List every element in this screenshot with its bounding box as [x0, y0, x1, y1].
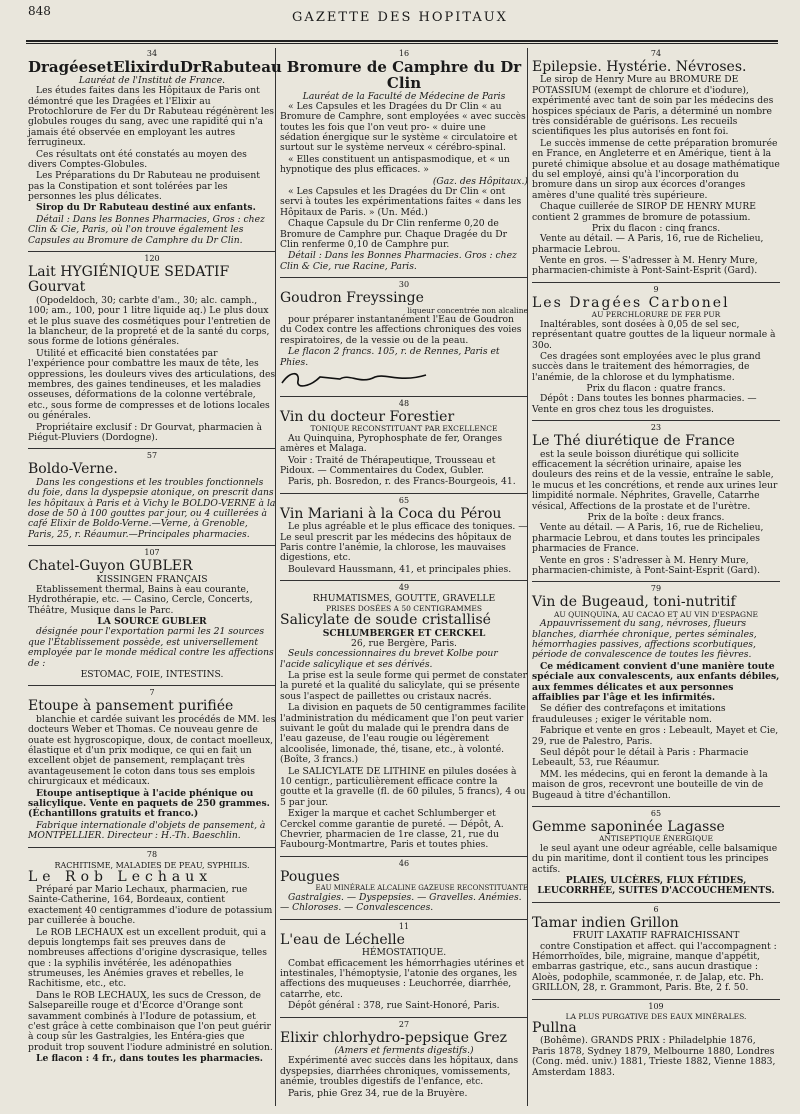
ad-text: « Les Capsules et les Dragées du Dr Clin « ont servi à toutes les expérimentations faites « dans les Hôpitaux de Paris. » (Un. Méd.)	[280, 186, 522, 218]
ad-number: 48	[398, 399, 410, 409]
ad-subtitle: Lauréat de l'Institut de France.	[78, 74, 226, 86]
ad-mariani	[280, 496, 528, 575]
ad-text: Au Quinquina, Pyrophosphate de fer, Oranges amères et Malaga.	[280, 432, 503, 455]
ad-text: Préparé par Mario Lechaux, pharmacien, rue Sainte-Catherine, 164, Bordeaux, contient exactement 40 centigrammes d'iodure de potassium par cuillerée à bouche.	[28, 883, 273, 927]
ad-number: 65	[650, 808, 662, 818]
ad-number: 9	[653, 284, 659, 294]
ad-title: Le Rob Lechaux	[28, 868, 213, 885]
ad-text: (Gaz. des Hôpitaux.)	[432, 175, 528, 187]
ad-text: le seul ayant une odeur agréable, celle balsamique du pin maritime, dont il contient tous les principes actifs.	[532, 842, 778, 875]
ad-text: Le flacon : 4 fr., dans toutes les pharmacies.	[36, 1053, 263, 1065]
ad-title: Lait HYGIÉNIQUE SEDATIF Gourvat	[28, 264, 230, 296]
divider	[28, 685, 276, 686]
ad-heading: PRISES DOSÉES A 50 CENTIGRAMMES	[325, 603, 483, 613]
ad-number: 49	[398, 583, 410, 593]
divider	[28, 847, 276, 848]
ad-title: Pullna	[532, 1020, 577, 1036]
ad-text: Prix du flacon : cinq francs.	[591, 222, 721, 234]
ad-text: Sirop du Dr Rabuteau destiné aux enfants.	[36, 202, 256, 214]
ad-number: 46	[398, 858, 410, 868]
ad-subtitle: AU PERCHLORURE DE FER PUR	[591, 310, 721, 320]
ad-salicylate	[280, 583, 528, 850]
ad-goudron	[280, 280, 528, 391]
ad-text: Ces dragées sont employées avec le plus grand succès dans le traitement des hémorragies, de l'anémie, de la chlorose et du lymphatisme.	[532, 350, 761, 383]
ad-text: ESTOMAC, FOIE, INTESTINS.	[80, 669, 224, 681]
ad-text: (Opodeldoch, 30; carbte d'am., 30; alc. camph., 100; am., 100, pour 1 litre liquide aq.) Le plus doux et le plus suave des cosmétiques pour l'entretien de la blancheur, de la propreté et de la santé du corps, sous forme de lotions générales.	[28, 294, 271, 348]
ad-text: LA SOURCE GUBLER	[97, 616, 207, 628]
divider	[532, 902, 780, 903]
ad-number: 78	[146, 849, 158, 859]
ad-text: Prix du flacon : quatre francs.	[586, 383, 726, 395]
ad-text: désignée pour l'exportation parmi les 21 sources que l'Établissement possède, est universellement employée par le monde médical contre les affections de :	[28, 626, 274, 669]
ad-text: Ce médicament convient d'une manière toute spéciale aux convalescents, aux enfants débiles, aux femmes délicates et aux personnes affaiblies par l'âge et les infirmités.	[532, 660, 780, 703]
ad-title: Vin de Bugeaud, toni-nutritif	[532, 594, 736, 611]
ad-text: Les études faites dans les Hôpitaux de Paris ont démontré que les Dragées et l'Elixir au Protochlorure de Fer du Dr Rabuteau régénèrent les globules rouges du sang, avec une rapidité qui n'a jamais été observée en employant les autres ferrugineux.	[28, 85, 274, 149]
ad-number: 57	[146, 451, 158, 461]
ad-text: contre Constipation et affect. qui l'accompagnent : Hémorrhoïdes, bile, migraine, manque d'appétit, embarras gastrique, etc., sans aucun drastique : Aloès, podophile, scammonée, r. de Jalap, etc. Ph. GRILLON, 28, r. Grammont, Paris. Bte, 2 f. 50.	[532, 940, 777, 994]
ad-text: Vente en gros : S'adresser à M. Henry Mure, pharmacien-chimiste, à Pont-Saint-Esprit (Gard).	[532, 554, 761, 576]
divider	[280, 493, 528, 494]
ad-grez	[280, 1020, 528, 1099]
ad-title: Le Thé diurétique de France	[532, 433, 735, 450]
ad-number: 6	[653, 904, 659, 914]
ad-text: Détail : Dans les Bonnes Pharmacies, Gros : chez Clin & Cie, Paris, où l'on trouve également les Capsules au Bromure de Camphre du Dr Clin.	[28, 213, 265, 246]
ad-title: Epilepsie. Hystérie. Névroses.	[532, 59, 747, 76]
ad-text: Dans les congestions et les troubles fonctionnels du foie, dans la dyspepsie atonique, on prescrit dans les hôpitaux à Paris et à Vichy le BOLDO-VERNE à la dose de 50 à 100 gouttes par jour, ou 4 cuillerées à café Elixir de Boldo-Verne.—Verne, à Grenoble, Paris, 25, r. Réaumur.—Principales pharmacies.	[28, 476, 276, 540]
ad-text: Boulevard Haussmann, 41, et principales phies.	[288, 563, 512, 575]
page-header	[0, 0, 800, 34]
ad-number: 109	[648, 1001, 664, 1011]
ad-title: Vin Mariani à la Coca du Pérou	[280, 505, 502, 522]
ad-text: Seuls concessionnaires du brevet Kolbe pour l'acide salicylique et ses dérivés.	[280, 648, 498, 670]
ad-number: 74	[650, 49, 662, 58]
ad-subtitle: AU QUINQUINA, AU CACAO ET AU VIN D'ESPAGNE	[553, 609, 759, 619]
ad-text: Propriétaire exclusif : Dr Gourvat, pharmacien à Piégut-Pluviers (Dordogne).	[28, 421, 262, 443]
ad-text: PLAIES, ULCÈRES, FLUX FÉTIDES, LEUCORRHÉE, SUITES D'ACCOUCHEMENTS.	[537, 874, 775, 897]
ad-text: Vente en gros. — S'adresser à M. Henry Mure, pharmacien-chimiste à Pont-Saint-Esprit (Gard).	[532, 255, 758, 277]
ad-text: blanchie et cardée suivant les procédés de MM. les docteurs Weber et Thomas. Ce nouveau genre de ouate est hygroscopique, doux, de contact moelleux, élastique et d'un prix modique, ce qui en fait un excellent objet de pansement, remplaçant très avantageusement le coton dans tous ses emplois chirurgicaux et médicaux.	[28, 713, 276, 788]
ad-etoupe	[28, 688, 276, 841]
ad-title: Pougues	[280, 868, 340, 885]
ad-text: Fabrique et vente en gros : Lebeault, Mayet et Cie, 29, rue de Palestro, Paris.	[532, 725, 779, 747]
ad-text: Le SALICYLATE DE LITHINE en pilules dosées à 10 centigr., particulièrement efficace contre la goutte et la gravelle (fl. de 60 pilules, 5 francs), 4 ou 5 par jour.	[280, 765, 526, 808]
signature	[280, 369, 430, 391]
ad-subtitle: SCHLUMBERGER ET CERCKEL	[322, 627, 486, 639]
divider	[280, 396, 528, 397]
journal-title: GAZETTE DES HOPITAUX	[292, 10, 508, 25]
ad-title: Chatel-Guyon GUBLER	[28, 558, 193, 575]
ad-text: Le succès immense de cette préparation bromurée en France, en Angleterre et en Amérique, tient à la pureté chimique absolue et au dosage mathématique du sel employé, ainsi qu'à l'incorporation du bromure dans un sirop aux écorces d'oranges amères d'une qualité très supérieure.	[532, 137, 780, 201]
ad-number: 120	[144, 254, 160, 264]
ad-lechelle	[280, 922, 528, 1012]
divider	[28, 545, 276, 546]
ad-subtitle: HÉMOSTATIQUE.	[361, 947, 447, 959]
ad-text: Appauvrissement du sang, névroses, flueurs blanches, diarrhée chronique, pertes séminales, hémorrhagies passives, affections scorbutiques, période de convalescence de toutes les fièvres.	[532, 618, 757, 661]
divider	[532, 420, 780, 421]
ad-subtitle: Lauréat de la Faculté de Médecine de Paris	[302, 90, 506, 102]
ad-text: Fabrique internationale d'objets de pansement, à MONTPELLIER. Directeur : H.-Th. Baeschlin.	[28, 819, 266, 842]
ad-rabuteau	[28, 49, 282, 246]
ad-text: Détail : Dans les Bonnes Pharmacies. Gros : chez Clin & Cie, rue Racine, Paris.	[280, 250, 517, 272]
top-rule-thin	[26, 43, 778, 44]
ad-text: Chaque Capsule du Dr Clin renferme 0,20 de Bromure de Camphre pur. Chaque Dragée du Dr Clin renferme 0,10 de Camphre pur.	[280, 218, 508, 250]
ad-tag: EAU MINÉRALE ALCALINE GAZEUSE RECONSTITUANTE	[315, 884, 528, 893]
ad-text: La prise est la seule forme qui permet de constater la pureté et la qualité du salicylate, qui se présente sous l'aspect de paillettes ou cristaux nacrés.	[280, 670, 528, 702]
ad-pullna	[532, 1002, 780, 1078]
ad-boldo	[28, 451, 276, 540]
ad-bromure-camphre	[280, 49, 528, 272]
ad-text: La division en paquets de 50 centigrammes facilite l'administration du médicament que l'on peut varier suivant le goût du malade qui le prendra dans de l'eau gazeuse, de l'eau rougie ou légèrement alcoolisée, limonade, thé, tisane, etc., à volonté. (Boîte, 3 francs.)	[280, 702, 526, 766]
page-number: 848	[28, 4, 51, 18]
ad-subtitle: (Amers et ferments digestifs.)	[334, 1045, 474, 1057]
ad-text: Exiger la marque et cachet Schlumberger et Cerckel comme garantie de pureté. — Dépôt, A. Chevrier, pharmacien de 1re classe, 21, rue du Faubourg-Montmartre, Paris et toutes phies.	[280, 808, 504, 851]
ad-grillon	[532, 905, 780, 994]
ad-tag: liqueur concentrée non alcaline	[407, 305, 528, 315]
ad-number: 34	[146, 49, 158, 58]
ad-number: 23	[650, 423, 662, 433]
ad-subtitle: FRUIT LAXATIF RAFRAICHISSANT	[572, 930, 740, 942]
ad-chatel-guyon	[28, 548, 276, 680]
ad-text: Le plus agréable et le plus efficace des toniques. — Le seul prescrit par les médecins des hôpitaux de Paris contre l'anémie, la chlorose, les mauvaises digestions, etc.	[280, 521, 528, 564]
ad-text: Paris, ph. Bosredon, r. des Francs-Bourgeois, 41.	[288, 476, 516, 488]
ad-text: Ces résultats ont été constatés au moyen des divers Comptes-Globules.	[28, 148, 247, 170]
divider	[532, 581, 780, 582]
ad-subtitle: 26, rue Bergère, Paris.	[351, 637, 457, 649]
ad-carbonel	[532, 285, 780, 415]
ad-rob-lechaux	[28, 850, 276, 1065]
ad-gourvat	[28, 254, 276, 443]
ad-title: Vin du docteur Forestier	[280, 409, 455, 426]
divider	[280, 277, 528, 278]
ad-heading: RACHITISME, MALADIES DE PEAU, SYPHILIS.	[54, 860, 250, 870]
ad-henry-mure	[532, 49, 780, 277]
ad-subtitle: ANTISEPTIQUE ÉNERGIQUE	[599, 834, 713, 844]
ad-text: (Bohême). GRANDS PRIX : Philadelphie 1876, Paris 1878, Sydney 1879, Melbourne 1880, Londres (Cong. méd. univ.) 1881, Trieste 1882, Vienne 1883, Amsterdam 1883.	[532, 1035, 776, 1078]
ad-subtitle: TONIQUE RECONSTITUANT PAR EXCELLENCE	[310, 424, 498, 434]
ad-title: Etoupe à pansement purifiée	[28, 698, 234, 715]
ad-title: Salicylate de soude cristallisé	[280, 612, 491, 629]
ad-the-diuretique	[532, 423, 780, 576]
divider	[280, 919, 528, 920]
divider	[28, 251, 276, 252]
ad-text: Paris, phie Grez 34, rue de la Bruyère.	[288, 1087, 468, 1099]
ad-text: « Les Capsules et les Dragées du Dr Clin « au Bromure de Camphre, sont employées « avec succès toutes les fois que l'on veut pro- « duire une sédation énergique sur le système « circulatoire et surtout sur le système nerveux « cérébro-spinal.	[280, 100, 526, 154]
ad-heading: RHUMATISMES, GOUTTE, GRAVELLE	[312, 593, 496, 605]
ad-text: Etoupe antiseptique à l'acide phénique ou salicylique. Vente en paquets de 250 grammes. (Échantillons gratuits et franco.)	[28, 787, 270, 820]
ad-number: 7	[149, 688, 155, 698]
ad-title: Bromure de Camphre du Dr Clin	[286, 58, 522, 92]
ad-title: Elixir chlorhydro-pepsique Grez	[280, 1029, 508, 1046]
ad-text: Voir : Traité de Thérapeutique, Trousseau et Pidoux. — Commentaires du Codex, Gubler.	[280, 454, 496, 477]
ad-lagasse	[532, 809, 780, 897]
ad-text: Le flacon 2 francs. 105, r. de Rennes, Paris et Phies.	[280, 346, 500, 368]
ad-text: Vente au détail. — A Paris, 16, rue de Richelieu, pharmacie Lebrou, et dans toutes les principales pharmacies de France.	[532, 522, 764, 555]
ad-number: 16	[398, 49, 410, 58]
ad-text: Etablissement thermal, Bains à eau courante, Hydrothérapie, etc. — Casino, Cercle, Concerts, Théâtre, Musique dans le Parc.	[28, 583, 253, 616]
ad-text: Gastralgies. — Dyspepsies. — Gravelles. Anémies. — Chloroses. — Convalescences.	[280, 892, 522, 914]
ad-number: 79	[650, 584, 662, 594]
ad-text: Expérimenté avec succès dans les hôpitaux, dans dyspepsies, diarrhées chroniques, vomissements, anémie, troubles digestifs de l'enfance, etc.	[280, 1055, 519, 1088]
ad-text: Le ROB LECHAUX est un excellent produit, qui a depuis longtemps fait ses preuves dans de nombreuses affections d'origine dyscrasique, telles que : la syphilis invétérée, les adénopathies strumeuses, les Anémies graves et rebelles, le Rachitisme, etc., etc.	[28, 926, 267, 990]
ad-title: Tamar indien Grillon	[532, 914, 679, 931]
divider	[532, 806, 780, 807]
ad-text: Prix de la boîte : deux francs.	[587, 512, 725, 524]
column-2	[280, 48, 528, 1104]
divider	[280, 1017, 528, 1018]
ad-title: Goudron Freyssinge	[280, 290, 424, 307]
ad-text: Dépôt : Dans toutes les bonnes pharmacies. — Vente en gros chez tous les droguistes.	[532, 393, 757, 415]
ad-number: 65	[398, 495, 410, 505]
ad-title: Boldo-Verne.	[28, 461, 118, 478]
ad-title: L'eau de Léchelle	[280, 931, 405, 948]
ad-text: Utilité et efficacité bien constatées par l'expérience pour combattre les maux de tête, les oppressions, les douleurs vives des articulations, des membres, des gaines tendineuses, et les maladies osseuses, déformations de la colonne vertébrale, etc., sous forme de compresses et de lotions locales ou générales.	[28, 347, 276, 422]
ad-title: DragéesetElixirduDrRabuteau	[28, 58, 282, 77]
ad-number: 11	[398, 921, 410, 931]
ad-subtitle: KISSINGEN FRANÇAIS	[96, 573, 208, 585]
ad-text: Le sirop de Henry Mure au BROMURE DE POTASSIUM (exempt de chlorure et d'iodure), expérimenté avec tant de soin par les médecins des hospices spéciaux de Paris, a déterminé un nombre très considérable de guérisons. Les recueils scientifiques les plus autorisés en font foi.	[532, 74, 774, 138]
column-3	[532, 48, 780, 1083]
divider	[280, 580, 528, 581]
ad-heading: LA PLUS PURGATIVE DES EAUX MINÉRALES.	[565, 1011, 747, 1021]
ad-text: Combat efficacement les hémorrhagies utérines et intestinales, l'hémoptysie, l'atonie des organes, les affections des muqueuses : Leuchorrée, diarrhée, catarrhe, etc.	[280, 957, 525, 1000]
ad-text: Chaque cuillerée de SIROP DE HENRY MURE contient 2 grammes de bromure de potassium.	[532, 201, 756, 223]
ad-text: Dépôt général : 378, rue Saint-Honoré, Paris.	[288, 1000, 500, 1012]
ad-number: 27	[398, 1019, 410, 1029]
ad-text: Inaltérables, sont dosées à 0,05 de sel sec, représentant quatre gouttes de la liqueur normale à 30o.	[532, 318, 776, 351]
ad-pougues	[280, 859, 528, 914]
ad-text: est la seule boisson diurétique qui sollicite efficacement la sécrétion urinaire, apaise les douleurs des reins et de la vessie, entraîne le sable, le mucus et les concrétions, et rende aux urines leur limpidité normale. Néphrites, Gravelle, Catarrhe vésical, Affections de la prostate et de l'urètre.	[532, 448, 778, 512]
ad-text: Les Préparations du Dr Rabuteau ne produisent pas la Constipation et sont tolérées par les personnes les plus délicates.	[28, 170, 260, 203]
ad-text: Seul dépôt pour le détail à Paris : Pharmacie Lebeault, 53, rue Réaumur.	[532, 746, 749, 769]
divider	[532, 999, 780, 1000]
column-1	[28, 48, 282, 1070]
ad-forestier	[280, 399, 528, 488]
ad-title: Gemme saponinée Lagasse	[532, 818, 725, 835]
ad-text: MM. les médecins, qui en feront la demande à la maison de gros, recevront une bouteille de vin de Bugeaud à titre d'échantillon.	[532, 768, 768, 801]
divider	[28, 448, 276, 449]
ad-title: Les Dragées Carbonel	[532, 294, 730, 311]
ad-text: Vente au détail. — A Paris, 16, rue de Richelieu, pharmacie Lebrou.	[532, 233, 764, 255]
top-rule	[26, 40, 778, 42]
ad-number: 107	[144, 548, 160, 558]
ad-text: « Elles constituent un antispasmodique, et « un hypnotique des plus efficaces. »	[280, 153, 510, 176]
ad-bugeaud	[532, 584, 780, 801]
divider	[280, 856, 528, 857]
ad-text: pour préparer instantanément l'Eau de Goudron du Codex contre les affections chroniques des voies respiratoires, de la vessie ou de la peau.	[280, 314, 522, 346]
ad-text: Dans le ROB LECHAUX, les sucs de Cresson, de Salsepareille rouge et d'Écorce d'Orange sont savamment combinés à l'Iodure de potassium, et c'est grâce à cette combinaison que l'on peut guérir à coup sûr les Gastralgies, les Entéra-gies que produit trop souvent l'iodure administré en solution.	[28, 989, 273, 1053]
ad-number: 30	[398, 280, 410, 290]
ad-text: Se défier des contrefaçons et imitations frauduleuses ; exiger le véritable nom.	[532, 703, 726, 725]
divider	[532, 282, 780, 283]
